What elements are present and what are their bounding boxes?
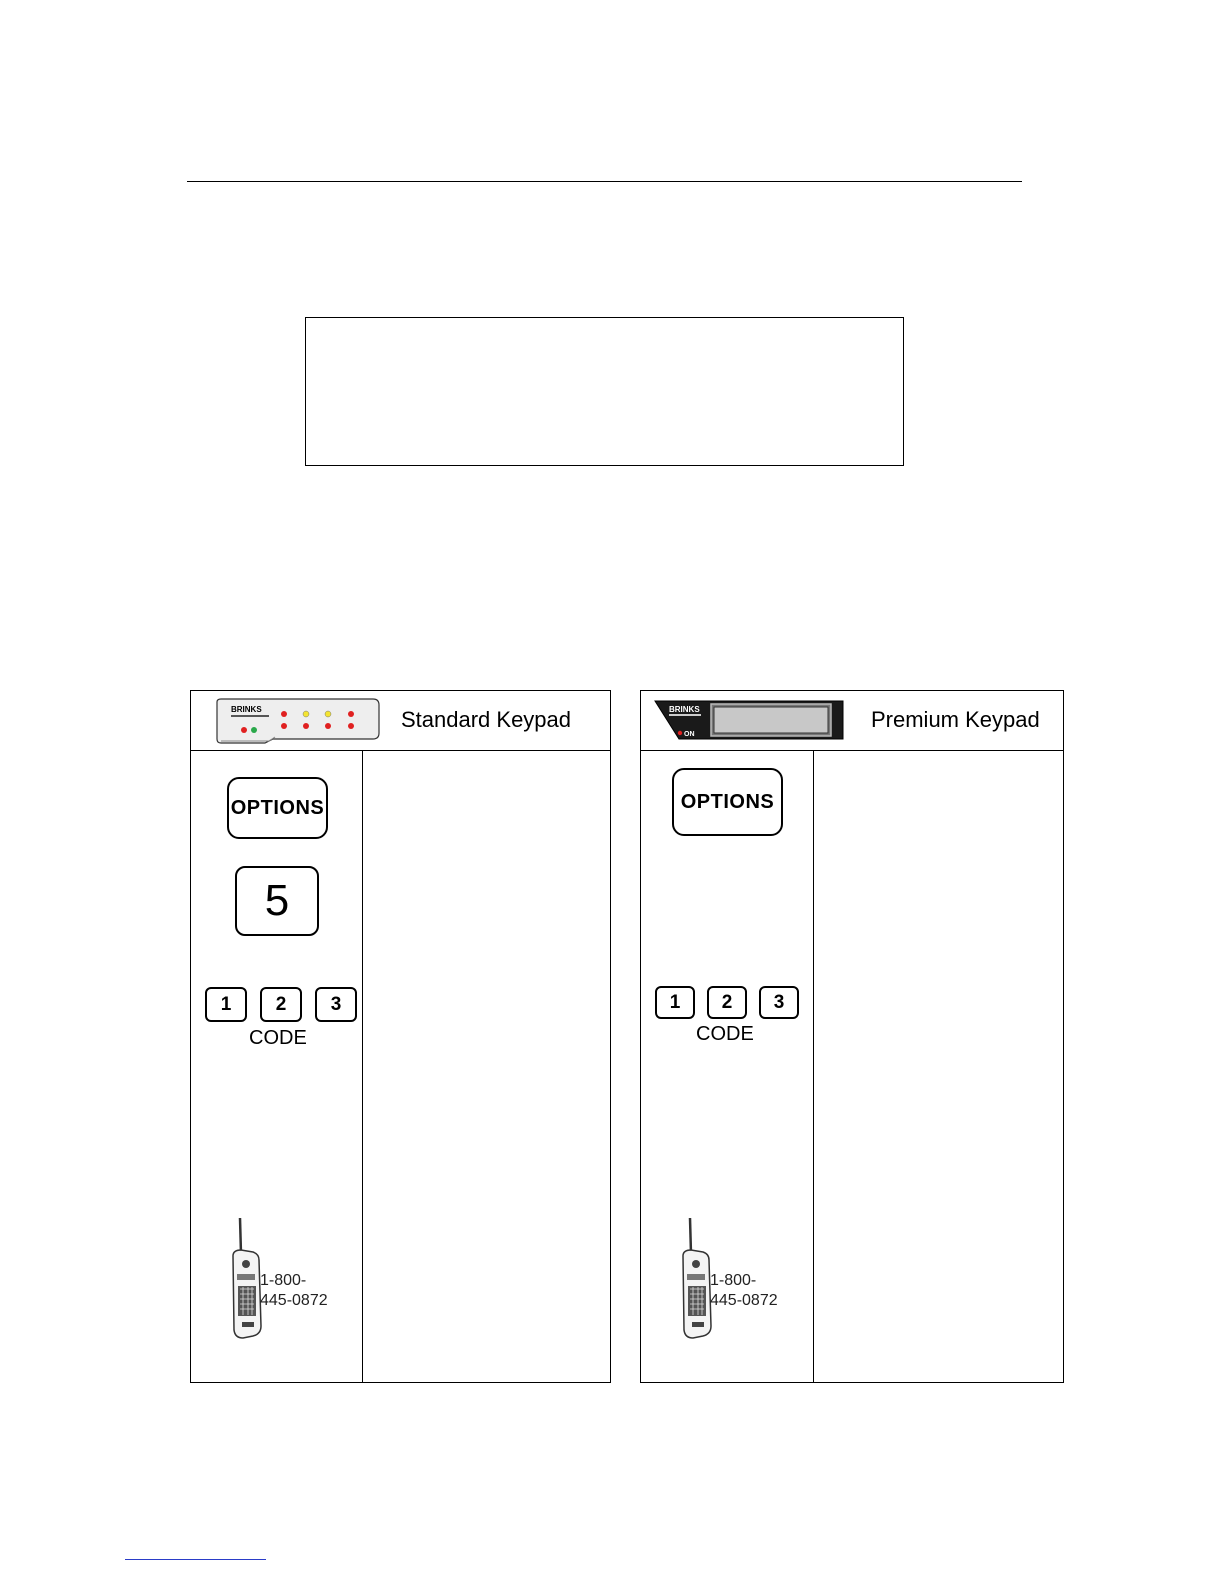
premium-keypad-header — [641, 691, 1063, 751]
support-phone-number — [710, 1271, 778, 1311]
standard-keypad-device-icon — [213, 697, 381, 745]
footer-link-underline[interactable] — [125, 1559, 266, 1560]
phone-line-1: 1-800- — [710, 1272, 757, 1289]
premium-keypad-device-icon — [653, 699, 845, 741]
phone-line-2: 445-0872 — [710, 1292, 778, 1309]
code-label: CODE — [249, 1027, 307, 1049]
support-phone-number — [260, 1271, 328, 1311]
phone-line-2: 445-0872 — [260, 1292, 328, 1309]
premium-keypad-panel — [640, 690, 1064, 1383]
standard-column-divider — [362, 750, 363, 1382]
code-key-2: 2 — [260, 987, 302, 1022]
code-key-1: 1 — [655, 986, 695, 1019]
code-key-3: 3 — [315, 987, 357, 1022]
code-label: CODE — [696, 1023, 754, 1045]
code-key-2: 2 — [707, 986, 747, 1019]
standard-keypad-title: Standard Keypad — [401, 707, 572, 732]
standard-keypad-panel — [190, 690, 611, 1383]
premium-column-divider — [813, 750, 814, 1382]
code-key-3: 3 — [759, 986, 799, 1019]
code-key-1: 1 — [205, 987, 247, 1022]
header-rule — [187, 181, 1022, 182]
premium-keypad-title: Premium Keypad — [871, 707, 1040, 732]
phone-line-1: 1-800- — [260, 1272, 307, 1289]
standard-device-brand: BRINKS — [231, 705, 262, 714]
options-key: OPTIONS — [227, 777, 328, 839]
number-5-key: 5 — [235, 866, 319, 936]
options-key: OPTIONS — [672, 768, 783, 836]
standard-keypad-header — [191, 691, 610, 751]
premium-device-on-indicator: ON — [684, 731, 695, 738]
note-box — [305, 317, 904, 466]
premium-device-brand: BRINKS — [669, 705, 700, 714]
